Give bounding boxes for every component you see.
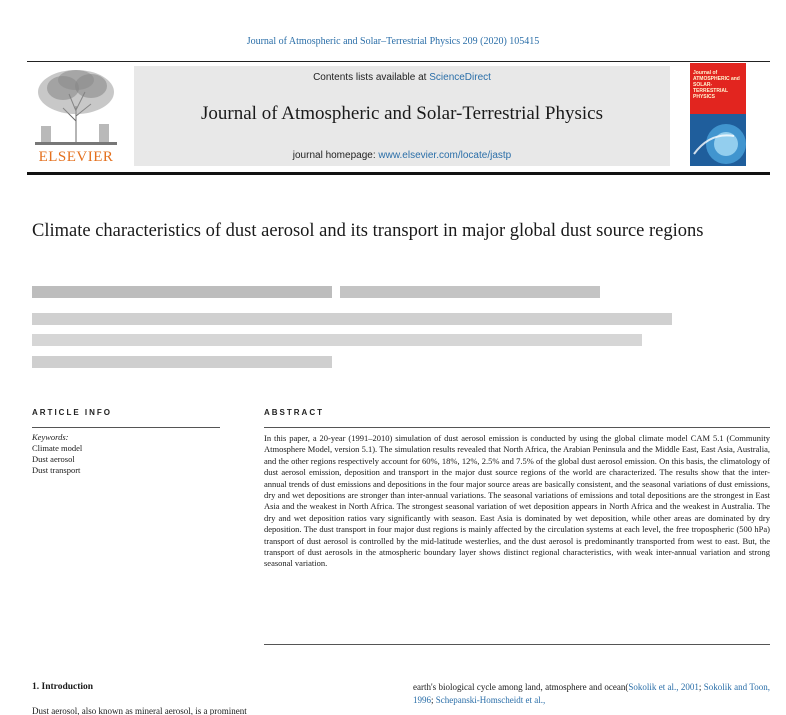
journal-masthead xyxy=(134,66,670,166)
keywords-block xyxy=(32,432,82,476)
publisher-logo[interactable] xyxy=(27,66,125,166)
redacted-line xyxy=(32,356,332,368)
abstract-top-rule xyxy=(264,427,770,428)
cover-line: SOLAR-TERRESTRIAL xyxy=(693,82,728,94)
header-top-rule xyxy=(27,61,770,62)
journal-citation[interactable]: Journal of Atmospheric and Solar–Terrestrial Physics 209 (2020) 105415 xyxy=(246,36,540,47)
intro-col2-text: earth's biological cycle among land, atmosphere and ocean( xyxy=(413,682,629,692)
cover-artwork xyxy=(690,114,746,166)
keyword: Dust transport xyxy=(32,465,81,475)
redacted-line xyxy=(32,286,332,298)
introduction-first-line: Dust aerosol, also known as mineral aerosol, is a prominent xyxy=(32,706,247,715)
cover-title xyxy=(693,70,743,100)
keyword: Dust aerosol xyxy=(32,454,75,464)
header-bottom-rule xyxy=(27,172,770,175)
abstract-label: ABSTRACT xyxy=(264,408,324,417)
citation-link[interactable]: Sokolik and Toon, 1996 xyxy=(413,682,770,705)
journal-cover[interactable] xyxy=(690,63,746,166)
citation-link[interactable]: Sokolik et al., 2001 xyxy=(628,682,699,692)
redacted-line xyxy=(340,286,600,298)
abstract-text: In this paper, a 20-year (1991–2010) simulation of dust aerosol emission is conducted by using the global climate model CAM 5.1 (Community Atmosphere Model, version 5.1). The simulation results revealed that North Africa, the Arabian Peninsula and the Middle East, East Asia, Australia, and the other regions respectively account for 60%, 18%, 12%, 2.5% and 7.5% of the global dust aerosol emission. On this basis, the climatology of dust aerosol emission, deposition and transport in the major dust source regions of the world are characterized. The results show that the inter-annual trends of dust emissions and depositions in the four major source areas are basically consistent, and the seasonal variations of dust emissions, dry and wet depositions are stronger than inter-annual variations. The seasonal variations of emissions and total depositions are the strongest in East Asia and the weakest in North Africa. The strongest seasonal variation of wet deposition appears in North Africa and the weakest in Australia. The dry and wet deposition ratios vary significantly with season. East Asia is dominated by wet deposition, while other areas are dominated by dry deposition. The dust transport in four major dust regions is mainly affected by the circulation systems at each level, the free tropospheric (500 hPa) transport of dust aerosol is controlled by the mid-latitude westerlies, and the dust aerosol is predominantly transported from west to east. But, the transport of dust aerosols in the atmospheric boundary layer shows distinct regional characteristics, with weak inter-annual variation and strong seasonal variation. xyxy=(264,433,770,569)
homepage-line xyxy=(134,150,670,161)
redacted-line xyxy=(32,334,642,346)
journal-title: Journal of Atmospheric and Solar-Terrestrial Physics xyxy=(201,103,603,124)
contents-line xyxy=(134,72,670,83)
abstract-bottom-rule xyxy=(264,644,770,645)
redacted-line xyxy=(32,313,672,325)
homepage-link[interactable]: www.elsevier.com/locate/jastp xyxy=(378,150,512,161)
introduction-column-2: earth's biological cycle among land, atmosphere and ocean(Sokolik et al., 2001; Sokolik and Toon, 1996; Schepanski-Homscheidt et al., xyxy=(413,682,770,705)
article-title: Climate characteristics of dust aerosol and its transport in major global dust source regions xyxy=(32,221,704,241)
article-info-rule xyxy=(32,427,220,428)
cover-line: ATMOSPHERIC and xyxy=(693,76,740,82)
cover-line: Journal of xyxy=(693,70,718,76)
elsevier-tree-icon xyxy=(33,66,119,146)
keyword: Climate model xyxy=(32,443,83,453)
homepage-prefix: journal homepage: xyxy=(292,150,379,161)
keywords-label: Keywords: xyxy=(32,432,69,442)
article-info-label: ARTICLE INFO xyxy=(32,408,112,417)
citation-link[interactable]: Schepanski-Homscheidt et al., xyxy=(435,694,546,705)
contents-prefix: Contents lists available at xyxy=(313,72,430,83)
sciencedirect-link[interactable]: ScienceDirect xyxy=(429,72,491,83)
cover-line: PHYSICS xyxy=(693,94,715,100)
publisher-name: ELSEVIER xyxy=(38,149,114,165)
introduction-heading: 1. Introduction xyxy=(32,682,94,692)
